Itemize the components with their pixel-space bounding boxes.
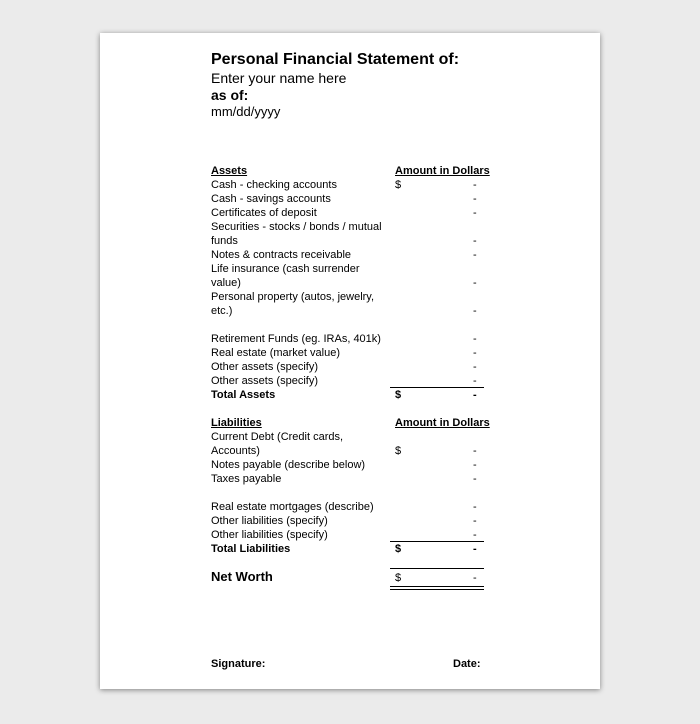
assets-item-value[interactable]: - <box>473 375 477 387</box>
assets-item-label: Retirement Funds (eg. IRAs, 401k) <box>211 333 381 345</box>
liabilities-row <box>100 514 600 528</box>
assets-row <box>100 206 600 220</box>
assets-row <box>100 220 600 248</box>
liabilities-item-label: Notes payable (describe below) <box>211 459 366 471</box>
liabilities-row <box>100 458 600 472</box>
net-worth-row <box>100 571 600 585</box>
liabilities-total-label: Total Liabilities <box>211 543 291 555</box>
assets-item-label: value) <box>211 277 241 289</box>
liabilities-item-value[interactable]: - <box>473 501 477 513</box>
liabilities-row <box>100 500 600 514</box>
assets-item-label: Real estate (market value) <box>211 347 340 359</box>
liabilities-item-value[interactable]: - <box>473 459 477 471</box>
liabilities-item-value[interactable]: - <box>473 515 477 527</box>
liabilities-row <box>100 430 600 458</box>
assets-item-label: Other assets (specify) <box>211 361 318 373</box>
assets-row <box>100 192 600 206</box>
net-worth-top-rule <box>390 568 484 569</box>
assets-item-label: Cash - savings accounts <box>211 193 331 205</box>
assets-row <box>100 346 600 360</box>
net-worth-label: Net Worth <box>211 569 273 584</box>
assets-item-label: Certificates of deposit <box>211 207 317 219</box>
assets-item-value[interactable]: - <box>473 361 477 373</box>
assets-item-label: funds <box>211 235 238 247</box>
signature-label: Signature: <box>211 658 266 670</box>
net-worth-double-rule-1 <box>390 586 484 587</box>
date-field[interactable]: mm/dd/yyyy <box>211 104 281 119</box>
liabilities-item-value[interactable]: - <box>473 445 477 457</box>
assets-item-value[interactable]: - <box>473 305 477 317</box>
assets-row <box>100 332 600 346</box>
assets-total-dollar: $ <box>395 389 402 401</box>
net-worth-dollar: $ <box>395 572 402 584</box>
liabilities-heading-row <box>100 416 600 430</box>
assets-row <box>100 178 600 192</box>
assets-row <box>100 290 600 318</box>
assets-item-label: Life insurance (cash surrender <box>211 263 360 275</box>
assets-item-value[interactable]: - <box>473 249 477 261</box>
liabilities-item-label: Accounts) <box>211 445 260 457</box>
net-worth-double-rule-2 <box>390 589 484 590</box>
liabilities-item-value[interactable]: - <box>473 529 477 541</box>
assets-item-value[interactable]: - <box>473 193 477 205</box>
liabilities-item-label: Taxes payable <box>211 473 282 485</box>
liabilities-row <box>100 528 600 542</box>
page-title: Personal Financial Statement of: <box>211 51 460 68</box>
assets-item-value[interactable]: - <box>473 235 477 247</box>
assets-item-value[interactable]: - <box>473 347 477 359</box>
assets-item-label: etc.) <box>211 305 233 317</box>
liabilities-item-label: Other liabilities (specify) <box>211 515 328 527</box>
assets-heading: Assets <box>211 165 248 177</box>
date-label: Date: <box>453 658 481 670</box>
assets-item-value[interactable]: - <box>473 179 477 191</box>
liabilities-total-dollar: $ <box>395 543 402 555</box>
liabilities-item-value[interactable]: - <box>473 473 477 485</box>
assets-heading-row <box>100 164 600 178</box>
liabilities-amount-heading: Amount in Dollars <box>395 417 490 429</box>
liabilities-total-value[interactable]: - <box>473 543 477 555</box>
liabilities-item-label: Real estate mortgages (describe) <box>211 501 374 513</box>
assets-row <box>100 360 600 374</box>
liabilities-row <box>100 472 600 486</box>
as-of-label: as of: <box>211 87 249 103</box>
statement-page <box>100 33 600 689</box>
liabilities-total-row <box>100 542 600 556</box>
net-worth-value[interactable]: - <box>473 572 477 584</box>
assets-item-label: Notes & contracts receivable <box>211 249 352 261</box>
assets-item-label: Cash - checking accounts <box>211 179 337 191</box>
assets-row <box>100 262 600 290</box>
liabilities-item-label: Current Debt (Credit cards, <box>211 431 344 443</box>
assets-amount-heading: Amount in Dollars <box>395 165 490 177</box>
liabilities-heading: Liabilities <box>211 417 262 429</box>
assets-total-value[interactable]: - <box>473 389 477 401</box>
assets-item-label: Securities - stocks / bonds / mutual <box>211 221 382 233</box>
assets-row <box>100 248 600 262</box>
liabilities-item-label: Other liabilities (specify) <box>211 529 328 541</box>
assets-item-value[interactable]: - <box>473 207 477 219</box>
assets-item-value[interactable]: - <box>473 333 477 345</box>
name-field[interactable]: Enter your name here <box>211 70 347 86</box>
liabilities-item-dollar: $ <box>395 445 402 457</box>
assets-item-dollar: $ <box>395 179 402 191</box>
assets-item-label: Other assets (specify) <box>211 375 318 387</box>
assets-total-row <box>100 388 600 402</box>
assets-item-label: Personal property (autos, jewelry, <box>211 291 375 303</box>
assets-row <box>100 374 600 388</box>
assets-item-value[interactable]: - <box>473 277 477 289</box>
assets-total-label: Total Assets <box>211 389 276 401</box>
